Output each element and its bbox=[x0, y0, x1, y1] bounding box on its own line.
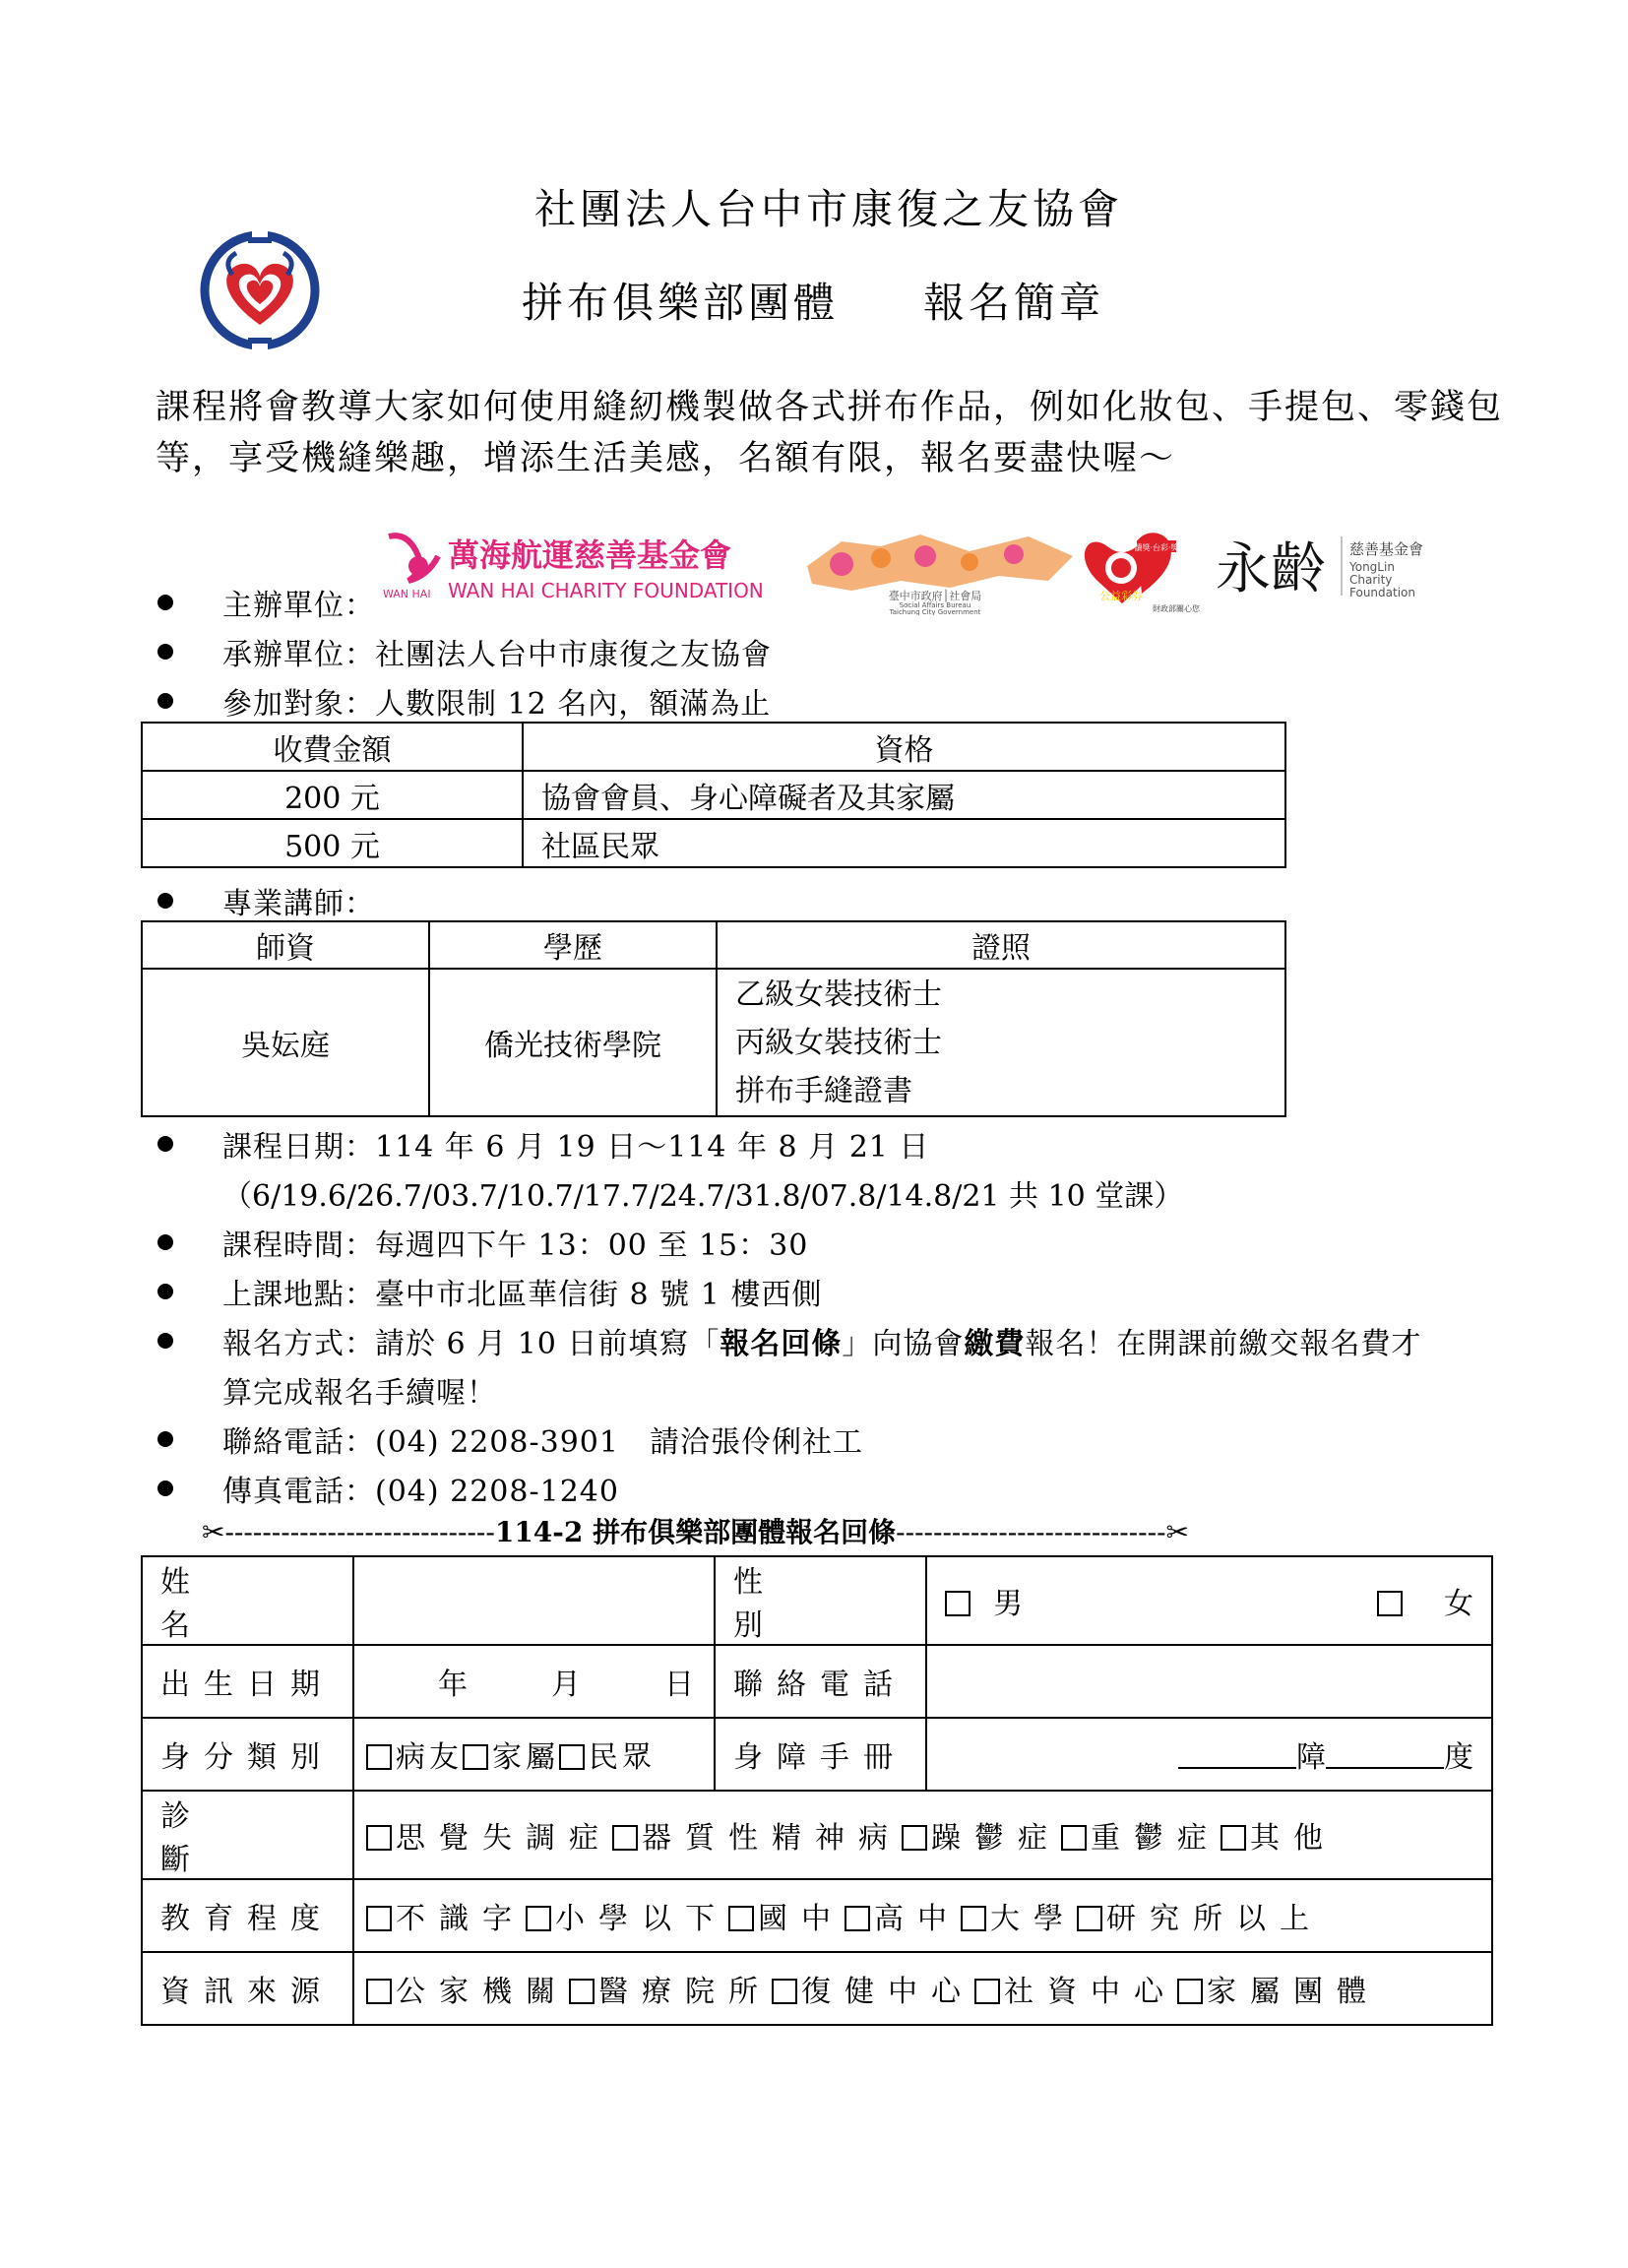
form-label: 聯絡電話 bbox=[715, 1645, 926, 1718]
lottery-label: 公益彩券 bbox=[1099, 590, 1143, 602]
instructor-certs bbox=[717, 969, 1285, 1116]
checkbox[interactable] bbox=[569, 1979, 595, 2004]
gov-en1: Social Affairs Bureau bbox=[899, 601, 971, 609]
yongling-logo bbox=[1216, 527, 1462, 615]
gov-en2: Taichung City Government bbox=[889, 608, 981, 615]
checkbox[interactable] bbox=[961, 1906, 986, 1931]
checkbox[interactable] bbox=[366, 1906, 392, 1931]
handbook-field[interactable]: 障 度 bbox=[926, 1718, 1492, 1791]
instructor-header-cert: 證照 bbox=[717, 921, 1285, 969]
instructor-header-name: 師資 bbox=[142, 921, 429, 969]
cut-line: ✂-----------------------------114-2 拼布俱樂部團體報名回條-----------------------------✂ bbox=[202, 1516, 1189, 1548]
checkbox[interactable] bbox=[612, 1825, 638, 1851]
lottery-logo bbox=[1078, 527, 1206, 620]
form-label: 身障手冊 bbox=[715, 1718, 926, 1791]
form-label: 出生日期 bbox=[142, 1645, 353, 1718]
checkbox[interactable] bbox=[1077, 1906, 1102, 1931]
instructor-name: 吳妘庭 bbox=[142, 969, 429, 1116]
association-logo bbox=[193, 231, 327, 349]
instructor-header-school: 學歷 bbox=[429, 921, 717, 969]
wanhai-en: WAN HAI CHARITY FOUNDATION bbox=[448, 579, 764, 602]
registration-form bbox=[141, 1555, 1493, 2026]
checkbox[interactable] bbox=[1221, 1825, 1246, 1851]
signup-line2: 算完成報名手續喔！ bbox=[222, 1376, 497, 1411]
checkbox[interactable] bbox=[772, 1979, 797, 2004]
checkbox[interactable] bbox=[845, 1906, 870, 1931]
wanhai-small: WAN HAI bbox=[383, 588, 431, 600]
instructor-table bbox=[141, 920, 1286, 1117]
birth-field[interactable]: 年 月 日 bbox=[353, 1645, 715, 1718]
female-checkbox[interactable] bbox=[1377, 1591, 1403, 1616]
fee-qualification: 社區民眾 bbox=[523, 819, 1285, 867]
lottery-top: 讀獎‧台彩‧獎 bbox=[1134, 543, 1179, 552]
checkbox[interactable] bbox=[728, 1906, 754, 1931]
yongling-en2: Charity bbox=[1349, 573, 1393, 587]
fee-qualification: 協會會員、身心障礙者及其家屬 bbox=[523, 771, 1285, 819]
fee-amount: 200 元 bbox=[142, 771, 523, 819]
date-list: （6/19.6/26.7/03.7/10.7/17.7/24.7/31.8/07.8/14.8/21 共 10 堂課） bbox=[222, 1179, 1184, 1214]
taichung-gov-logo bbox=[802, 527, 1078, 615]
cutline-title: 114-2 拼布俱樂部團體報名回條 bbox=[494, 1516, 897, 1548]
cert-item: 拼布手縫證書 bbox=[735, 1073, 912, 1108]
yongling-right: 慈善基金會 bbox=[1349, 540, 1424, 558]
identity-options: 病友 家屬 民眾 bbox=[353, 1718, 715, 1791]
scissors-icon: ✂ bbox=[1165, 1516, 1189, 1548]
gender-field: 男 女 bbox=[926, 1556, 1492, 1645]
form-label: 教育程度 bbox=[142, 1879, 353, 1952]
checkbox[interactable] bbox=[366, 1744, 392, 1770]
checkbox[interactable] bbox=[366, 1825, 392, 1851]
male-checkbox[interactable] bbox=[945, 1591, 971, 1616]
gov-cn: 臺中市政府│社會局 bbox=[888, 590, 982, 602]
checkbox[interactable] bbox=[974, 1979, 1000, 2004]
contact-field[interactable] bbox=[926, 1645, 1492, 1718]
fee-amount: 500 元 bbox=[142, 819, 523, 867]
subtitle-left: 拼布俱樂部團體 bbox=[522, 279, 840, 327]
form-label: 身分類別 bbox=[142, 1718, 353, 1791]
checkbox[interactable] bbox=[1177, 1979, 1203, 2004]
yongling-en1: YongLin bbox=[1349, 560, 1395, 574]
checkbox[interactable] bbox=[559, 1744, 585, 1770]
form-label: 姓 名 bbox=[142, 1556, 353, 1645]
source-options: 公家機關 醫療院所 復健中心 社資中心 家屬團體 bbox=[353, 1952, 1492, 2025]
form-label: 資訊來源 bbox=[142, 1952, 353, 2025]
cert-item: 丙級女裝技術士 bbox=[735, 1025, 942, 1060]
instructor-school: 僑光技術學院 bbox=[429, 969, 717, 1116]
org-title: 社團法人台中市康復之友協會 bbox=[533, 185, 1123, 233]
checkbox[interactable] bbox=[902, 1825, 927, 1851]
checkbox[interactable] bbox=[526, 1906, 551, 1931]
fee-header-amount: 收費金額 bbox=[142, 723, 523, 771]
yongling-cn: 永齡 bbox=[1216, 537, 1326, 601]
name-field[interactable] bbox=[353, 1556, 715, 1645]
checkbox[interactable] bbox=[463, 1744, 488, 1770]
wanhai-logo bbox=[379, 527, 792, 605]
wanhai-cn: 萬海航運慈善基金會 bbox=[448, 536, 732, 574]
cert-item: 乙級女裝技術士 bbox=[735, 976, 942, 1012]
checkbox[interactable] bbox=[1061, 1825, 1087, 1851]
subtitle-right: 報名簡章 bbox=[923, 279, 1105, 327]
yongling-en3: Foundation bbox=[1349, 586, 1415, 599]
form-label: 性 別 bbox=[715, 1556, 926, 1645]
fee-table bbox=[141, 722, 1286, 868]
scissors-icon: ✂ bbox=[202, 1516, 225, 1548]
education-options: 不識字 小學以下 國中 高中 大學 研究所以上 bbox=[353, 1879, 1492, 1952]
fee-header-qualification: 資格 bbox=[523, 723, 1285, 771]
diagnosis-options: 思覺失調症 器質性精神病 躁鬱症 重鬱症 其他 bbox=[353, 1791, 1492, 1879]
checkbox[interactable] bbox=[366, 1979, 392, 2004]
form-label: 診 斷 bbox=[142, 1791, 353, 1879]
sponsor-logos bbox=[379, 527, 1462, 620]
lottery-sub: 財政部關心您 bbox=[1153, 604, 1200, 613]
intro-paragraph: 課程將會教導大家如何使用縫紉機製做各式拼布作品，例如化妝包、手提包、零錢包等，享受機縫樂趣，增添生活美感，名額有限，報名要盡快喔～ bbox=[156, 388, 1504, 478]
